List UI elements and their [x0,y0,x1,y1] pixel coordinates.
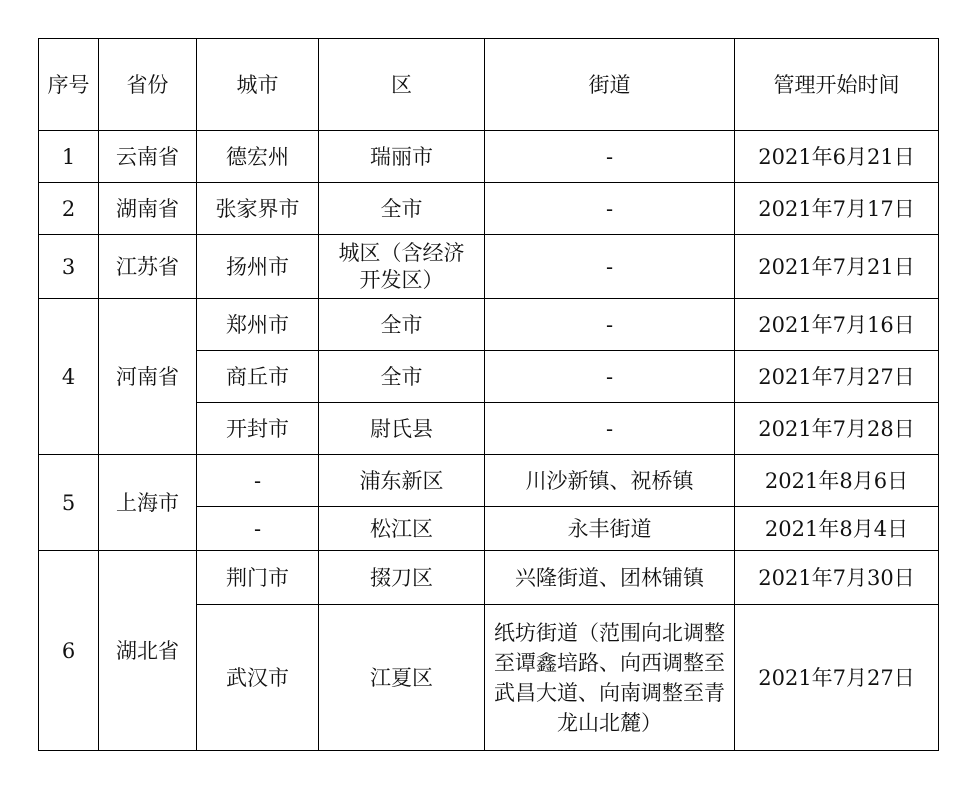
cell-province: 河南省 [99,299,197,455]
cell-street: 永丰街道 [485,507,735,551]
cell-district: 全市 [319,183,485,235]
header-street: 街道 [485,39,735,131]
cell-city: 张家界市 [197,183,319,235]
table-row [39,299,939,351]
cell-city: - [197,507,319,551]
table-row [39,551,939,605]
cell-street: - [485,183,735,235]
table-header-row [39,39,939,131]
cell-district: 全市 [319,351,485,403]
header-district: 区 [319,39,485,131]
cell-date: 2021年6月21日 [735,131,939,183]
cell-street: - [485,299,735,351]
cell-province: 上海市 [99,455,197,551]
cell-no: 6 [39,551,99,751]
cell-street: 纸坊街道（范围向北调整至谭鑫培路、向西调整至武昌大道、向南调整至青龙山北麓） [485,605,735,751]
cell-date: 2021年8月4日 [735,507,939,551]
cell-city: 郑州市 [197,299,319,351]
cell-district: 尉氏县 [319,403,485,455]
header-start-date: 管理开始时间 [735,39,939,131]
cell-date: 2021年8月6日 [735,455,939,507]
header-no: 序号 [39,39,99,131]
table-row [39,131,939,183]
cell-date: 2021年7月28日 [735,403,939,455]
cell-province: 湖北省 [99,551,197,751]
cell-district: 江夏区 [319,605,485,751]
header-city: 城市 [197,39,319,131]
cell-date: 2021年7月21日 [735,235,939,299]
cell-province: 湖南省 [99,183,197,235]
cell-street: - [485,351,735,403]
cell-district: 瑞丽市 [319,131,485,183]
cell-province: 云南省 [99,131,197,183]
cell-district: 掇刀区 [319,551,485,605]
cell-no: 1 [39,131,99,183]
management-table [38,38,939,751]
table-row [39,183,939,235]
cell-no: 2 [39,183,99,235]
cell-date: 2021年7月27日 [735,351,939,403]
cell-date: 2021年7月17日 [735,183,939,235]
cell-no: 5 [39,455,99,551]
cell-street: 兴隆街道、团林铺镇 [485,551,735,605]
cell-city: 德宏州 [197,131,319,183]
cell-street: - [485,235,735,299]
cell-street: - [485,131,735,183]
cell-street: 川沙新镇、祝桥镇 [485,455,735,507]
cell-date: 2021年7月16日 [735,299,939,351]
cell-district: 全市 [319,299,485,351]
cell-district: 松江区 [319,507,485,551]
cell-city: 武汉市 [197,605,319,751]
cell-district: 浦东新区 [319,455,485,507]
cell-no: 3 [39,235,99,299]
cell-city: 开封市 [197,403,319,455]
cell-date: 2021年7月30日 [735,551,939,605]
cell-province: 江苏省 [99,235,197,299]
cell-no: 4 [39,299,99,455]
cell-city: 荆门市 [197,551,319,605]
cell-date: 2021年7月27日 [735,605,939,751]
cell-city: - [197,455,319,507]
cell-city: 扬州市 [197,235,319,299]
cell-district: 城区（含经济开发区） [319,235,485,299]
cell-street: - [485,403,735,455]
header-province: 省份 [99,39,197,131]
table-row [39,455,939,507]
table-row [39,235,939,299]
cell-city: 商丘市 [197,351,319,403]
